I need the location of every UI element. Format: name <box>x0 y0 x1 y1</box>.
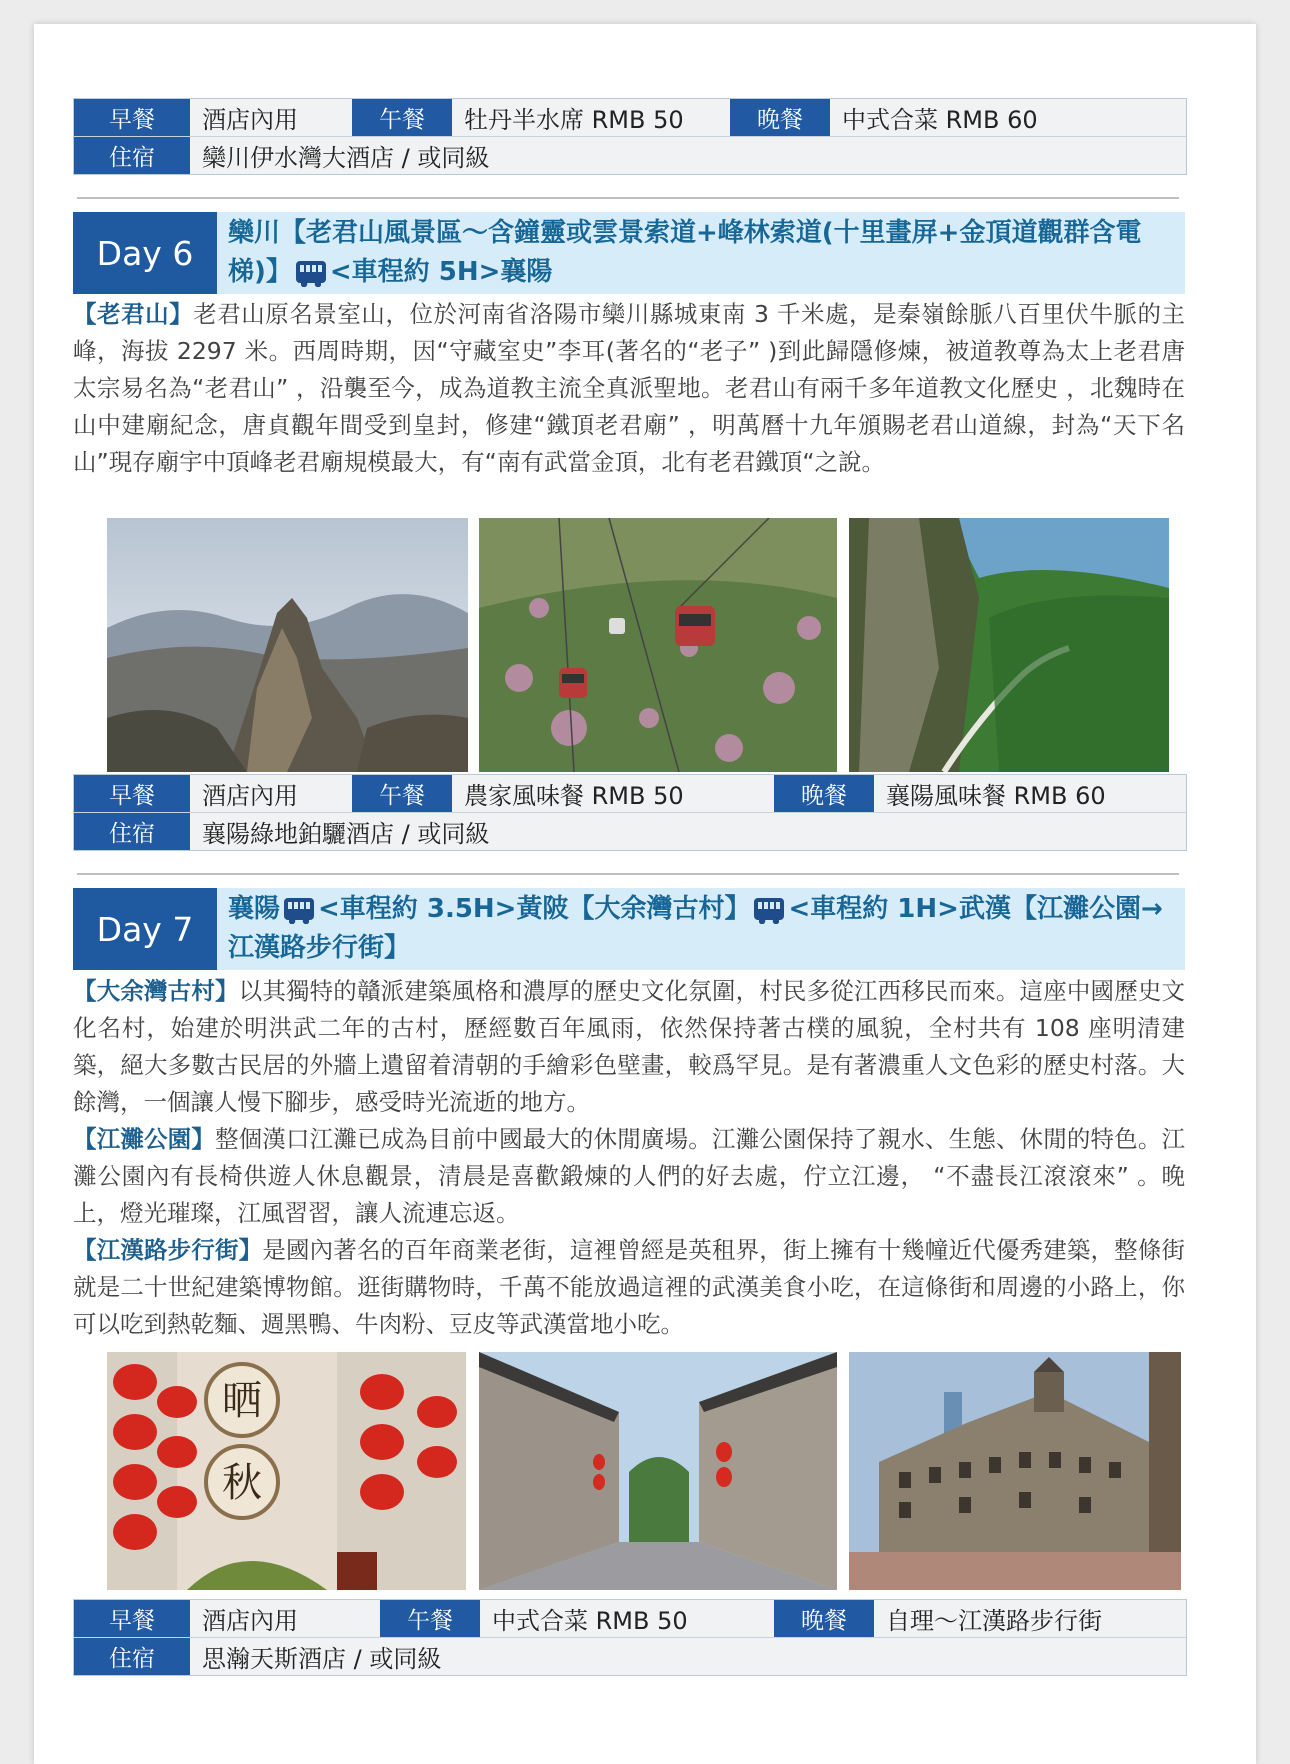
day6-title-route: 欒川【老君山風景區～含鐘靈或雲景索道+峰林索道(十里畫屏+金頂道觀群含電梯)】 <box>228 218 1142 287</box>
day6-badge: Day 6 <box>73 212 217 294</box>
day6-text: 老君山原名景室山，位於河南省洛陽市欒川縣城東南 3 千米處，是秦嶺餘脈八百里伏牛脈的主峰，海拔 2297 米。西周時期，因“守藏室史”李耳(著名的“老子” )到此歸隱修煉，被道教尊為太上老君唐太宗易名為“老君山” ，沿襲至今，成為道教主流全真派聖地。老君山有兩千多年道教文化歷史 ，北魏時在山中建廟紀念，唐貞觀年間受到皇封，修建“鐵頂老君廟” ，明萬曆十九年頒賜老君山道線，封為“天下名山”現存廟宇中頂峰老君廟規模最大，有“南有武當金頂，北有老君鐵頂“之說。 <box>73 300 1186 476</box>
breakfast-label: 早餐 <box>74 99 190 136</box>
lodging-value: 欒川伊水灣大酒店 / 或同級 <box>190 137 1186 174</box>
day6-title-drive: <車程約 5H>襄陽 <box>329 257 553 287</box>
photo-ancient-village <box>479 1352 837 1590</box>
day7-keyword-3: 【江漢路步行街】 <box>73 1236 263 1264</box>
lodging-label: 住宿 <box>74 813 190 850</box>
lunch-value: 中式合菜 RMB 50 <box>480 1600 774 1637</box>
lantern-char-2: 秋 <box>222 1460 262 1506</box>
meal-table-day7 <box>73 1599 1187 1676</box>
day7-keyword-1: 【大余灣古村】 <box>73 977 239 1005</box>
meal-table-day6 <box>73 774 1187 851</box>
bus-icon <box>284 898 314 920</box>
section-divider <box>77 197 1179 199</box>
lunch-label: 午餐 <box>352 775 452 812</box>
section-divider <box>77 873 1179 875</box>
breakfast-value: 酒店內用 <box>190 775 352 812</box>
photo-cable-car <box>479 518 837 772</box>
day7-description <box>73 973 1185 1343</box>
photo-laojun-peak <box>107 518 468 772</box>
day6-title <box>228 214 1180 292</box>
bus-icon <box>296 261 326 283</box>
day7-text-1: 以其獨特的贛派建築風格和濃厚的歷史文化氛圍，村民多從江西移民而來。這座中國歷史文化名村，始建於明洪武二年的古村，歷經數百年風雨，依然保持著古樸的風貌，全村共有 108 座明清建築，絕大多數古民居的外牆上遺留着清朝的手繪彩色壁畫，較爲罕見。是有著濃重人文色彩的歷史村落。大餘灣，一個讓人慢下腳步，感受時光流逝的地方。 <box>73 977 1186 1116</box>
lodging-label: 住宿 <box>74 1638 190 1675</box>
lantern-char-1: 晒 <box>222 1378 262 1424</box>
day7-badge: Day 7 <box>73 888 217 970</box>
day7-title <box>228 890 1180 968</box>
photo-cliff-walkway <box>849 518 1169 772</box>
day6-keyword: 【老君山】 <box>73 300 194 328</box>
meal-table-day5 <box>73 98 1187 175</box>
lodging-value: 思瀚天斯酒店 / 或同級 <box>190 1638 1186 1675</box>
day7-header <box>73 888 1185 970</box>
dinner-label: 晚餐 <box>774 1600 874 1637</box>
day7-title-start: 襄陽 <box>228 894 281 924</box>
day7-keyword-2: 【江灘公園】 <box>73 1125 215 1153</box>
dinner-label: 晚餐 <box>774 775 874 812</box>
breakfast-label: 早餐 <box>74 1600 190 1637</box>
lodging-label: 住宿 <box>74 137 190 174</box>
day7-text-2: 整個漢口江灘已成為目前中國最大的休閒廣場。江灘公園保持了親水、生態、休閒的特色。江灘公園內有長椅供遊人休息觀景，清晨是喜歡鍛煉的人們的好去處，佇立江邊， “不盡長江滾滾來” 。晚上，燈光璀璨，江風習習，讓人流連忘返。 <box>73 1125 1186 1227</box>
bus-icon <box>754 898 784 920</box>
photo-lanterns <box>107 1352 466 1590</box>
lunch-label: 午餐 <box>380 1600 480 1637</box>
day7-text-3: 是國內著名的百年商業老街，這裡曾經是英租界，街上擁有十幾幢近代優秀建築，整條街就是二十世紀建築博物館。逛街購物時，千萬不能放過這裡的武漢美食小吃，在這條街和周邊的小路上，你可以吃到熱乾麵、週黑鴨、牛肉粉、豆皮等武漢當地小吃。 <box>73 1236 1186 1338</box>
day7-title-leg1: <車程約 3.5H>黃陂【大余灣古村】 <box>318 894 751 924</box>
breakfast-label: 早餐 <box>74 775 190 812</box>
dinner-value: 襄陽風味餐 RMB 60 <box>874 775 1186 812</box>
dinner-label: 晚餐 <box>730 99 830 136</box>
breakfast-value: 酒店內用 <box>190 1600 380 1637</box>
lunch-value: 牡丹半水席 RMB 50 <box>452 99 730 136</box>
photo-jianghan-road <box>849 1352 1181 1590</box>
day6-header <box>73 212 1185 294</box>
lodging-value: 襄陽綠地鉑驪酒店 / 或同級 <box>190 813 1186 850</box>
breakfast-value: 酒店內用 <box>190 99 352 136</box>
dinner-value: 自理～江漢路步行街 <box>874 1600 1186 1637</box>
lunch-value: 農家風味餐 RMB 50 <box>452 775 774 812</box>
lunch-label: 午餐 <box>352 99 452 136</box>
day7-title-leg2: <車程約 1H>武漢【江灘公園→江漢路步行街】 <box>228 894 1163 963</box>
day6-description <box>73 296 1185 481</box>
dinner-value: 中式合菜 RMB 60 <box>830 99 1186 136</box>
